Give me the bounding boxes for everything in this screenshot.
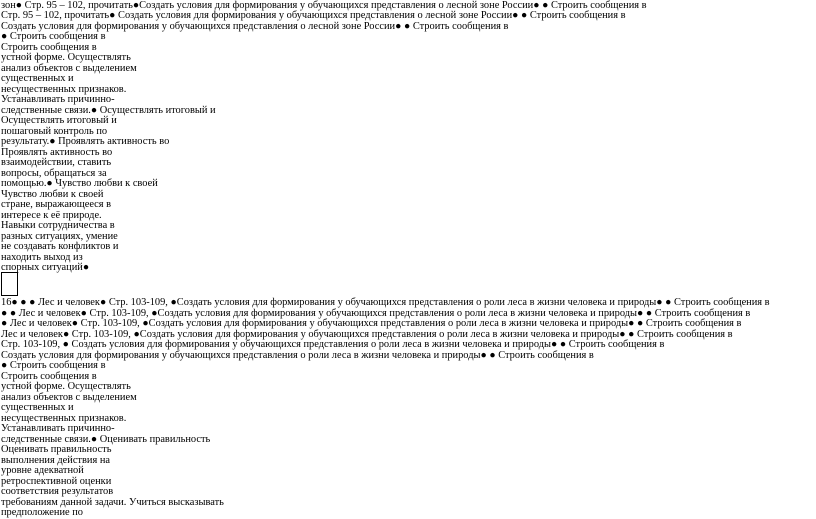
- column-text-line: Строить сообщения в: [1, 41, 97, 53]
- column-text-line: интересе к её природе.: [1, 209, 102, 221]
- column-text-line: результату.● Проявлять активность во: [1, 136, 170, 147]
- column-text-line: следственные связи.● Оценивать правильность: [1, 433, 211, 445]
- column-text-line: выполнения действия на: [1, 454, 110, 466]
- table-cell-box: [1, 272, 18, 296]
- column-text-line: стране, выражающееся в: [1, 199, 112, 210]
- column-text-line: ● Строить сообщения в: [1, 360, 106, 371]
- header-text-line: ● ● Лес и человек● Стр. 103-109, ●Создать условия для формирования у обучающихся представления о роли леса в жизни человека и природы● ● Строить сообщения в: [1, 307, 751, 319]
- column-text-line: ретроспективной оценки: [1, 475, 112, 487]
- column-text-line: существенных и: [1, 402, 74, 413]
- column-text-line: взаимодействии, ставить: [1, 157, 112, 168]
- column-text-line: Чувство любви к своей: [1, 188, 104, 200]
- column-text-line: устной форме. Осуществлять: [1, 52, 131, 63]
- column-text-line: следственные связи.● Осуществлять итоговый и: [1, 104, 216, 116]
- header-text-line: зон● Стр. 95 – 102, прочитать●Создать условия для формирования у обучающихся представления о лесной зоне России● ● Строить сообщения в: [1, 0, 647, 11]
- column-text-line: анализ объектов с выделением: [1, 391, 137, 403]
- column-text-line: Оценивать правильность: [1, 444, 112, 455]
- column-text-line: Устанавливать причинно-: [1, 94, 115, 105]
- header-text-line: Стр. 95 – 102, прочитать● Создать условия для формирования у обучающихся представления о лесной зоне России● ● Строить сообщения в: [1, 10, 626, 21]
- header-text-line: Стр. 103-109, ● Создать условия для формирования у обучающихся представления о роли леса в жизни человека и природы● ● Строить сообщения в: [1, 339, 665, 350]
- header-text-line: Создать условия для формирования у обучающихся представления о лесной зоне России● ● Строить сообщения в: [1, 20, 509, 32]
- column-text-line: помощью.● Чувство любви к своей: [1, 178, 158, 189]
- column-text-line: Навыки сотрудничества в: [1, 220, 115, 231]
- column-text-line: уровне адекватной: [1, 465, 84, 476]
- column-text-line: ● Строить сообщения в: [1, 31, 106, 42]
- header-text-line: ● Лес и человек● Стр. 103-109, ●Создать условия для формирования у обучающихся представления о роли леса в жизни человека и природы● ● Строить сообщения в: [1, 318, 742, 329]
- column-text-line: разных ситуациях, умение: [1, 230, 118, 242]
- column-text-line: Проявлять активность во: [1, 146, 113, 158]
- column-text-line: предположение по: [1, 507, 83, 518]
- column-text-line: спорных ситуаций●: [1, 262, 90, 273]
- column-text-line: находить выход из: [1, 251, 83, 263]
- column-text-line: вопросы, обращаться за: [1, 167, 107, 179]
- column-text-line: Строить сообщения в: [1, 370, 97, 382]
- column-text-line: не создавать конфликтов и: [1, 241, 119, 252]
- column-text-line: существенных и: [1, 73, 74, 84]
- column-text-line: анализ объектов с выделением: [1, 62, 137, 74]
- column-text-line: несущественных признаков.: [1, 412, 127, 424]
- column-text-line: требованиям данной задачи. Учиться высказывать: [1, 496, 224, 508]
- header-text-line: 16● ● ● Лес и человек● Стр. 103-109, ●Создать условия для формирования у обучающихся представления о роли леса в жизни человека и природы● ● Строить сообщения в: [1, 297, 770, 308]
- column-text-line: Осуществлять итоговый и: [1, 115, 117, 126]
- header-text-line: Лес и человек● Стр. 103-109, ●Создать условия для формирования у обучающихся представления о роли леса в жизни человека и природы● ● Строить сообщения в: [1, 328, 733, 340]
- column-text-line: Устанавливать причинно-: [1, 423, 115, 434]
- column-text-line: пошаговый контроль по: [1, 125, 108, 137]
- column-text-line: соответствия результатов: [1, 486, 114, 497]
- column-text-line: устной форме. Осуществлять: [1, 381, 131, 392]
- column-text-line: несущественных признаков.: [1, 83, 127, 95]
- header-text-line: Создать условия для формирования у обучающихся представления о роли леса в жизни человека и природы● ● Строить сообщения в: [1, 349, 594, 361]
